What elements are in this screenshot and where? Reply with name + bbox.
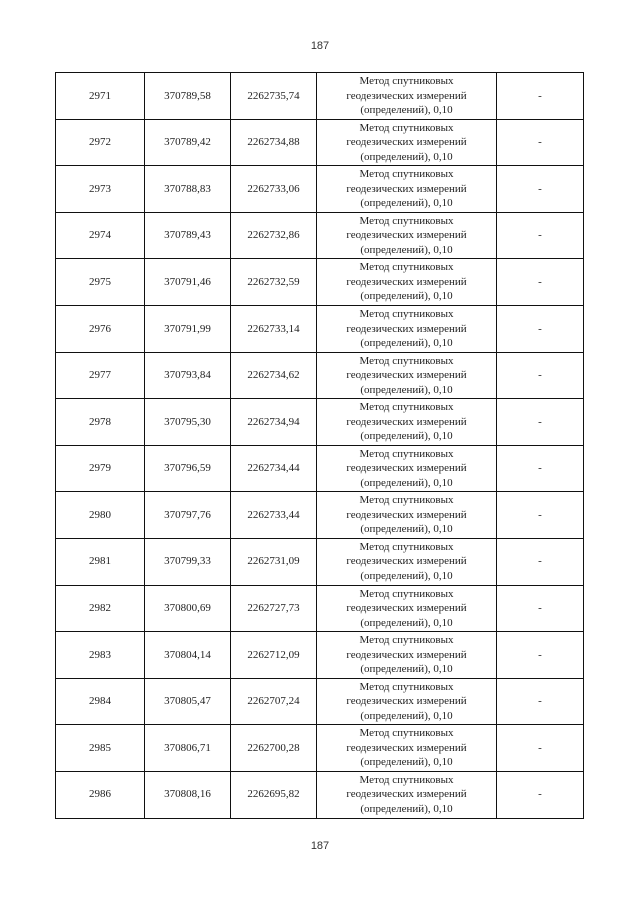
method-line: (определений), 0,10 [360,104,453,117]
method-line: Метод спутниковых [359,214,454,227]
point-number-cell: 2983 [56,632,145,679]
y-coordinate-cell: 2262707,24 [231,678,317,725]
method-cell [317,585,497,632]
x-coordinate-cell: 370796,59 [145,445,231,492]
coordinates-table [55,72,584,819]
method-line: (определений), 0,10 [360,709,453,722]
table-row [56,166,584,213]
method-line: Метод спутниковых [359,540,454,553]
x-coordinate-cell: 370808,16 [145,771,231,818]
point-number-cell: 2974 [56,212,145,259]
x-coordinate-cell: 370789,43 [145,212,231,259]
table-row [56,632,584,679]
method-line: геодезических измерений [346,182,467,195]
method-line: геодезических измерений [346,462,467,475]
y-coordinate-cell: 2262735,74 [231,73,317,120]
x-coordinate-cell: 370791,46 [145,259,231,306]
method-line: Метод спутниковых [359,354,454,367]
y-coordinate-cell: 2262727,73 [231,585,317,632]
method-line: Метод спутниковых [359,587,454,600]
x-coordinate-cell: 370788,83 [145,166,231,213]
x-coordinate-cell: 370793,84 [145,352,231,399]
point-number-cell: 2977 [56,352,145,399]
method-line: геодезических измерений [346,229,467,242]
x-coordinate-cell: 370791,99 [145,305,231,352]
y-coordinate-cell: 2262734,62 [231,352,317,399]
method-line: (определений), 0,10 [360,663,453,676]
table-row [56,352,584,399]
method-line: Метод спутниковых [359,447,454,460]
method-line: Метод спутниковых [359,168,454,181]
method-cell [317,445,497,492]
table-row [56,212,584,259]
method-cell [317,492,497,539]
method-line: геодезических измерений [346,555,467,568]
table-row [56,725,584,772]
method-line: геодезических измерений [346,695,467,708]
y-coordinate-cell: 2262731,09 [231,538,317,585]
page-number-top: 187 [310,40,330,52]
table-row [56,119,584,166]
point-number-cell: 2986 [56,771,145,818]
table-row [56,771,584,818]
method-line: Метод спутниковых [359,308,454,321]
method-cell [317,212,497,259]
note-cell: - [497,305,584,352]
y-coordinate-cell: 2262700,28 [231,725,317,772]
method-line: геодезических измерений [346,136,467,149]
method-line: геодезических измерений [346,322,467,335]
x-coordinate-cell: 370800,69 [145,585,231,632]
method-cell [317,678,497,725]
table-row [56,678,584,725]
method-line: Метод спутниковых [359,75,454,88]
y-coordinate-cell: 2262732,59 [231,259,317,306]
method-cell [317,352,497,399]
point-number-cell: 2973 [56,166,145,213]
table-row [56,259,584,306]
note-cell: - [497,725,584,772]
y-coordinate-cell: 2262695,82 [231,771,317,818]
x-coordinate-cell: 370805,47 [145,678,231,725]
note-cell: - [497,73,584,120]
note-cell: - [497,399,584,446]
method-line: геодезических измерений [346,602,467,615]
page-number-bottom: 187 [310,840,330,852]
note-cell: - [497,119,584,166]
x-coordinate-cell: 370789,58 [145,73,231,120]
point-number-cell: 2980 [56,492,145,539]
method-line: (определений), 0,10 [360,616,453,629]
method-line: (определений), 0,10 [360,523,453,536]
note-cell: - [497,632,584,679]
method-line: (определений), 0,10 [360,290,453,303]
point-number-cell: 2985 [56,725,145,772]
method-cell [317,632,497,679]
point-number-cell: 2975 [56,259,145,306]
x-coordinate-cell: 370797,76 [145,492,231,539]
y-coordinate-cell: 2262733,06 [231,166,317,213]
method-line: (определений), 0,10 [360,150,453,163]
coordinates-table-body [56,73,584,819]
method-line: (определений), 0,10 [360,383,453,396]
method-line: (определений), 0,10 [360,243,453,256]
note-cell: - [497,212,584,259]
note-cell: - [497,445,584,492]
note-cell: - [497,538,584,585]
point-number-cell: 2976 [56,305,145,352]
method-cell [317,725,497,772]
table-row [56,585,584,632]
note-cell: - [497,166,584,213]
method-cell [317,771,497,818]
method-line: (определений), 0,10 [360,476,453,489]
method-line: (определений), 0,10 [360,197,453,210]
method-cell [317,305,497,352]
note-cell: - [497,259,584,306]
note-cell: - [497,492,584,539]
method-cell [317,259,497,306]
note-cell: - [497,771,584,818]
table-row [56,305,584,352]
method-line: геодезических измерений [346,788,467,801]
method-line: геодезических измерений [346,741,467,754]
method-line: (определений), 0,10 [360,802,453,815]
method-line: Метод спутниковых [359,261,454,274]
table-row [56,399,584,446]
note-cell: - [497,352,584,399]
method-line: (определений), 0,10 [360,337,453,350]
y-coordinate-cell: 2262733,44 [231,492,317,539]
y-coordinate-cell: 2262734,44 [231,445,317,492]
method-line: (определений), 0,10 [360,569,453,582]
method-cell [317,538,497,585]
table-row [56,445,584,492]
x-coordinate-cell: 370804,14 [145,632,231,679]
method-line: Метод спутниковых [359,121,454,134]
method-line: Метод спутниковых [359,634,454,647]
method-line: Метод спутниковых [359,401,454,414]
x-coordinate-cell: 370799,33 [145,538,231,585]
point-number-cell: 2982 [56,585,145,632]
table-row [56,73,584,120]
method-cell [317,399,497,446]
x-coordinate-cell: 370789,42 [145,119,231,166]
method-line: Метод спутниковых [359,727,454,740]
method-cell [317,73,497,120]
method-line: геодезических измерений [346,89,467,102]
method-cell [317,166,497,213]
method-line: Метод спутниковых [359,773,454,786]
note-cell: - [497,585,584,632]
y-coordinate-cell: 2262734,88 [231,119,317,166]
method-line: (определений), 0,10 [360,756,453,769]
point-number-cell: 2981 [56,538,145,585]
method-line: геодезических измерений [346,415,467,428]
method-line: геодезических измерений [346,275,467,288]
note-cell: - [497,678,584,725]
x-coordinate-cell: 370806,71 [145,725,231,772]
method-line: геодезических измерений [346,648,467,661]
y-coordinate-cell: 2262734,94 [231,399,317,446]
method-line: (определений), 0,10 [360,430,453,443]
point-number-cell: 2979 [56,445,145,492]
x-coordinate-cell: 370795,30 [145,399,231,446]
method-cell [317,119,497,166]
y-coordinate-cell: 2262733,14 [231,305,317,352]
method-line: геодезических измерений [346,369,467,382]
table-row [56,538,584,585]
table-row [56,492,584,539]
y-coordinate-cell: 2262712,09 [231,632,317,679]
point-number-cell: 2972 [56,119,145,166]
method-line: Метод спутниковых [359,680,454,693]
point-number-cell: 2984 [56,678,145,725]
method-line: Метод спутниковых [359,494,454,507]
y-coordinate-cell: 2262732,86 [231,212,317,259]
point-number-cell: 2978 [56,399,145,446]
method-line: геодезических измерений [346,508,467,521]
point-number-cell: 2971 [56,73,145,120]
